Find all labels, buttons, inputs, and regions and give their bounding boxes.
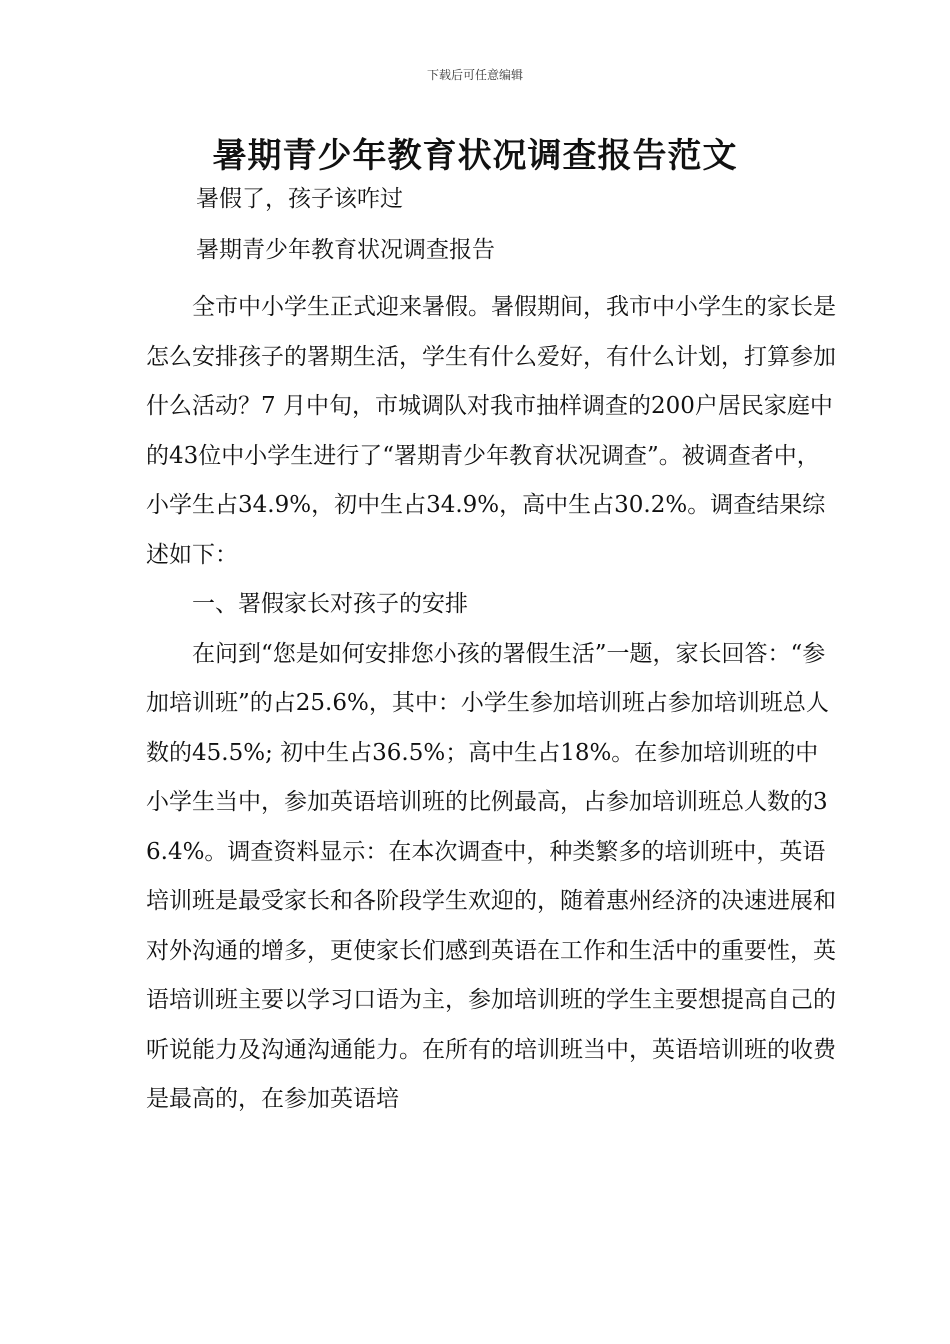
subtitle-2: 暑期青少年教育状况调查报告	[196, 237, 495, 263]
section-heading-1: 一、署假家长对孩子的安排	[192, 591, 468, 617]
header-note: 下载后可任意编辑	[426, 68, 523, 82]
subtitle-1: 暑假了，孩子该咋过	[196, 186, 403, 212]
paragraph-arrangement: 在问到“您是如何安排您小孩的署假生活”一题，家长回答：“参加培训班”的占25.6%，其中：小学生参加培训班占参加培训班总人数的45.5%; 初中生占36.5%；高中生占18%。在参加培训班的中小学生当中，参加英语培训班的比例最高，占参加培训班总人数的36.4%。调查资料显示：在本次调查中，种类繁多的培训班中，英语培训班是最受家长和各阶段学生欢迎的，随着惠州经济的决速进展和对外沟通的增多，更使家长们感到英语在工作和生活中的重要性，英语培训班主要以学习口语为主，参加培训班的学生主要想提高自己的听说能力及沟通沟通能力。在所有的培训班当中，英语培训班的收费是最高的，在参加英语培	[146, 640, 836, 1112]
body-text	[146, 283, 836, 1125]
paragraph-intro: 全市中小学生正式迎来暑假。暑假期间，我市中小学生的家长是怎么安排孩子的署期生活，学生有什么爱好，有什么计划，打算参加什么活动？7 月中旬，市城调队对我市抽样调查的200户居民家庭中的43位中小学生进行了“署期青少年教育状况调查”。被调查者中，小学生占34.9%，初中生占34.9%，高中生占30.2%。调查结果综述如下：	[146, 294, 836, 568]
document-title: 暑期青少年教育状况调查报告范文	[212, 136, 738, 176]
